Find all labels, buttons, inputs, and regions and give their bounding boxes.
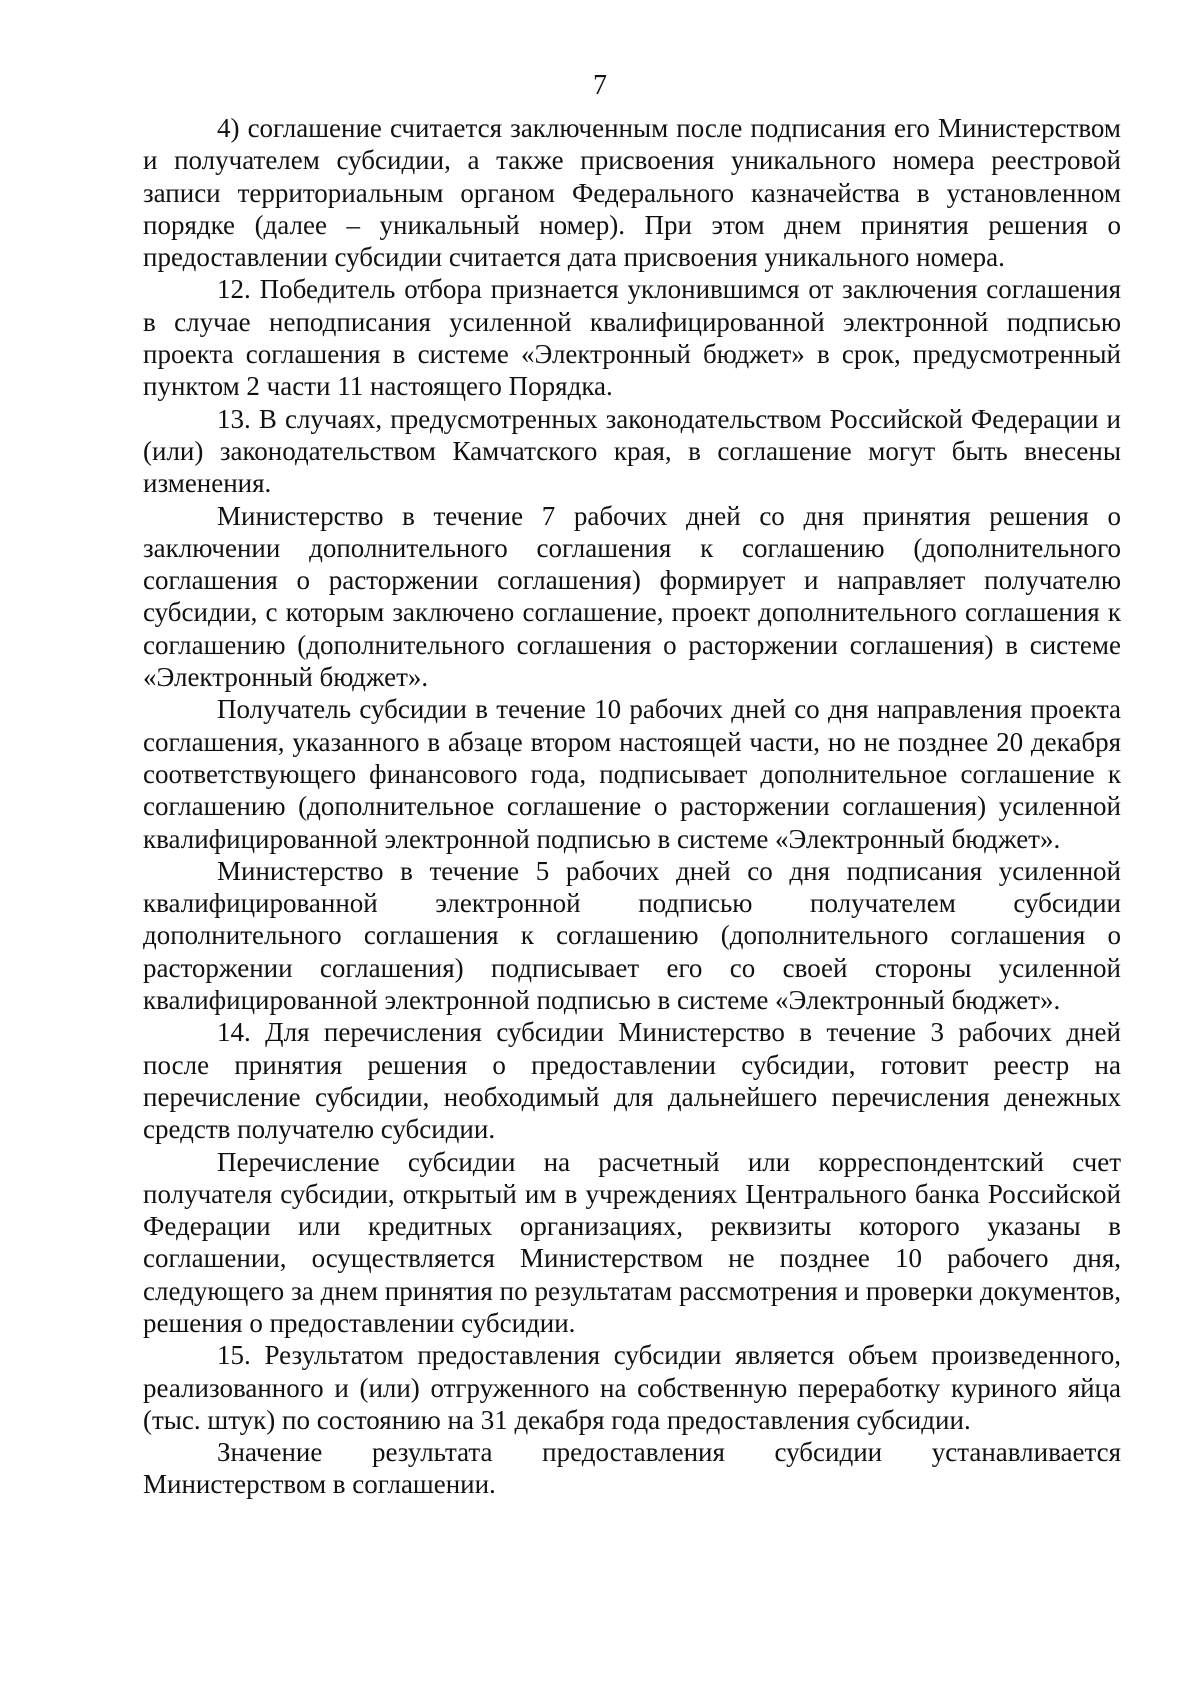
paragraph-agreement-concluded: 4) соглашение считается заключенным после подписания его Министерством и получателем субсидии, а также присвоения уникального номера реестровой записи территориальным органом Федерального казначейства в установленном порядке (далее – уникальный номер). При этом днем принятия решения о предоставлении субсидии считается дата присвоения уникального номера. — [143, 113, 1121, 273]
paragraph-transfer-account: Перечисление субсидии на расчетный или корреспондентский счет получателя субсидии, открытый им в учреждениях Центрального банка Российской Федерации или кредитных организациях, реквизиты которого указаны в соглашении, осуществляется Министерством не позднее 10 рабочего дня, следующего за днем принятия по результатам рассмотрения и проверки документов, решения о предоставлении субсидии. — [143, 1146, 1121, 1338]
paragraph-12-winner-evasion: 12. Победитель отбора признается уклонившимся от заключения соглашения в случае неподписания усиленной квалифицированной электронной подписью проекта соглашения в системе «Электронный бюджет» в срок, предусмотренный пунктом 2 части 11 настоящего Порядка. — [143, 274, 1121, 402]
paragraph-15-result: 15. Результатом предоставления субсидии является объем произведенного, реализованного и (или) отгруженного на собственную переработку куриного яйца (тыс. штук) по состоянию на 31 декабря года предоставления субсидии. — [143, 1340, 1121, 1435]
document-body — [143, 112, 1121, 1501]
paragraph-recipient-signs: Получатель субсидии в течение 10 рабочих дней со дня направления проекта соглашения, указанного в абзаце втором настоящей части, но не позднее 20 декабря соответствующего финансового года, подписывает дополнительное соглашение к соглашению (дополнительное соглашение о расторжении соглашения) усиленной квалифицированной электронной подписью в системе «Электронный бюджет». — [143, 694, 1121, 854]
paragraph-13-amendments: 13. В случаях, предусмотренных законодательством Российской Федерации и (или) законодательством Камчатского края, в соглашение могут быть внесены изменения. — [143, 403, 1121, 499]
paragraph-ministry-additional-agreement: Министерство в течение 7 рабочих дней со дня принятия решения о заключении дополнительного соглашения к соглашению (дополнительного соглашения о расторжении соглашения) формирует и направляет получателю субсидии, с которым заключено соглашение, проект дополнительного соглашения к соглашению (дополнительного соглашения о расторжении соглашения) в системе «Электронный бюджет». — [143, 500, 1121, 693]
paragraph-14-transfer-registry: 14. Для перечисления субсидии Министерство в течение 3 рабочих дней после принятия решения о предоставлении субсидии, готовит реестр на перечисление субсидии, необходимый для дальнейшего перечисления денежных средств получателю субсидии. — [143, 1017, 1121, 1145]
paragraph-result-value: Значение результата предоставления субсидии устанавливается Министерством в соглашении. — [143, 1437, 1121, 1500]
paragraph-ministry-signs: Министерство в течение 5 рабочих дней со дня подписания усиленной квалифицированной электронной подписью получателем субсидии дополнительного соглашения к соглашению (дополнительного соглашения о расторжении соглашения) подписывает его со своей стороны усиленной квалифицированной электронной подписью в системе «Электронный бюджет». — [143, 855, 1121, 1016]
page-number: 7 — [593, 70, 607, 101]
